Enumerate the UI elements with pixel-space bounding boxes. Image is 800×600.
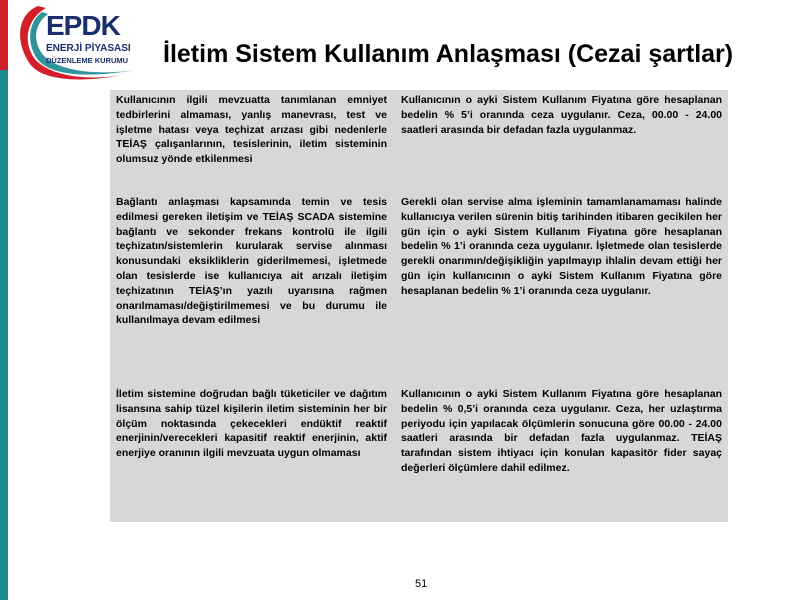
- epdk-logo: [8, 0, 158, 88]
- table-row: [110, 192, 728, 378]
- table-cell-violation: Bağlantı anlaşması kapsamında temin ve tesis edilmesi gereken iletişim ve TEİAŞ SCADA sistemine bağlantı ve sekonder frekans kontrolü ile ilgili teçhizatın/sistemlerin kurularak servise alınması konusundaki eksikliklerin giderilmemesi, işletmede olan tesislerde ise kullanıcıya ait arızalı iletişim teçhizatının TEİAŞ’ın yazılı uyarısına rağmen onarılmaması/değiştirilmemesi ve bu durumu ile kullanılmaya devam edilmesi: [116, 196, 387, 327]
- logo-line2-text: DÜZENLEME KURUMU: [46, 56, 129, 65]
- table-cell-violation: İletim sistemine doğrudan bağlı tüketiciler ve dağıtım lisansına sahip tüzel kişilerin iletim sisteminin her bir ölçüm noktasında çekecekleri endüktif reaktif enerjinin/verecekleri kapasitif reaktif enerjinin, aktif enerjiye oranının ilgili mevzuata uygun olmaması: [116, 388, 387, 460]
- table-cell-violation: Kullanıcının ilgili mevzuatta tanımlanan emniyet tedbirlerini almaması, yanlış manevrası, test ve işletme hatası veya teçhizat arızası gibi nedenlerle TEİAŞ çalışanlarının, tesislerinin, iletim sisteminin olumsuz yönde etkilenmesi: [116, 94, 387, 166]
- table-row: [110, 384, 728, 522]
- table-cell-penalty: Kullanıcının o ayki Sistem Kullanım Fiyatına göre hesaplanan bedelin % 0,5’i oranında ceza uygulanır. Ceza, her uzlaştırma periyodu için yapılacak ölçümlerin sonucuna göre 00.00 - 24.00 saatleri arasında bir defadan fazla uygulanmaz. TEİAŞ tarafından sistem ihtiyacı için konulan kapasitör fider sayaç değerleri ölçümlere dahil edilmez.: [401, 388, 722, 474]
- penalty-table: [110, 90, 728, 522]
- left-accent-bar: [0, 0, 8, 600]
- slide-title: İletim Sistem Kullanım Anlaşması (Cezai şartlar): [163, 40, 734, 68]
- page-number: 51: [415, 578, 428, 590]
- table-cell-penalty: Gerekli olan servise alma işleminin tamamlanamaması halinde kullanıcıya verilen sürenin bitiş tarihinden itibaren gecikilen her gün için o ayki Sistem Kullanım Fiyatına göre hesaplanan bedelin % 1’i oranında ceza uygulanır. İşletmede olan tesislerde gerekli onarımın/değişikliğin yapılmayıp ihlalin devam ettiği her gün için kullanıcının o ayki Sistem Kullanım Fiyatına göre hesaplanan bedelin % 1’i oranında ceza uygulanır.: [401, 196, 722, 297]
- table-cell-penalty: Kullanıcının o ayki Sistem Kullanım Fiyatına göre hesaplanan bedelin % 5’i oranında ceza uygulanır. Ceza, 00.00 - 24.00 saatleri arasında bir defadan fazla uygulanmaz.: [401, 94, 722, 136]
- left-accent-bar-red: [0, 0, 8, 70]
- logo-brand-text: EPDK: [46, 10, 120, 41]
- table-row: [110, 90, 728, 188]
- logo-line1-text: ENERJİ PİYASASI: [46, 43, 131, 54]
